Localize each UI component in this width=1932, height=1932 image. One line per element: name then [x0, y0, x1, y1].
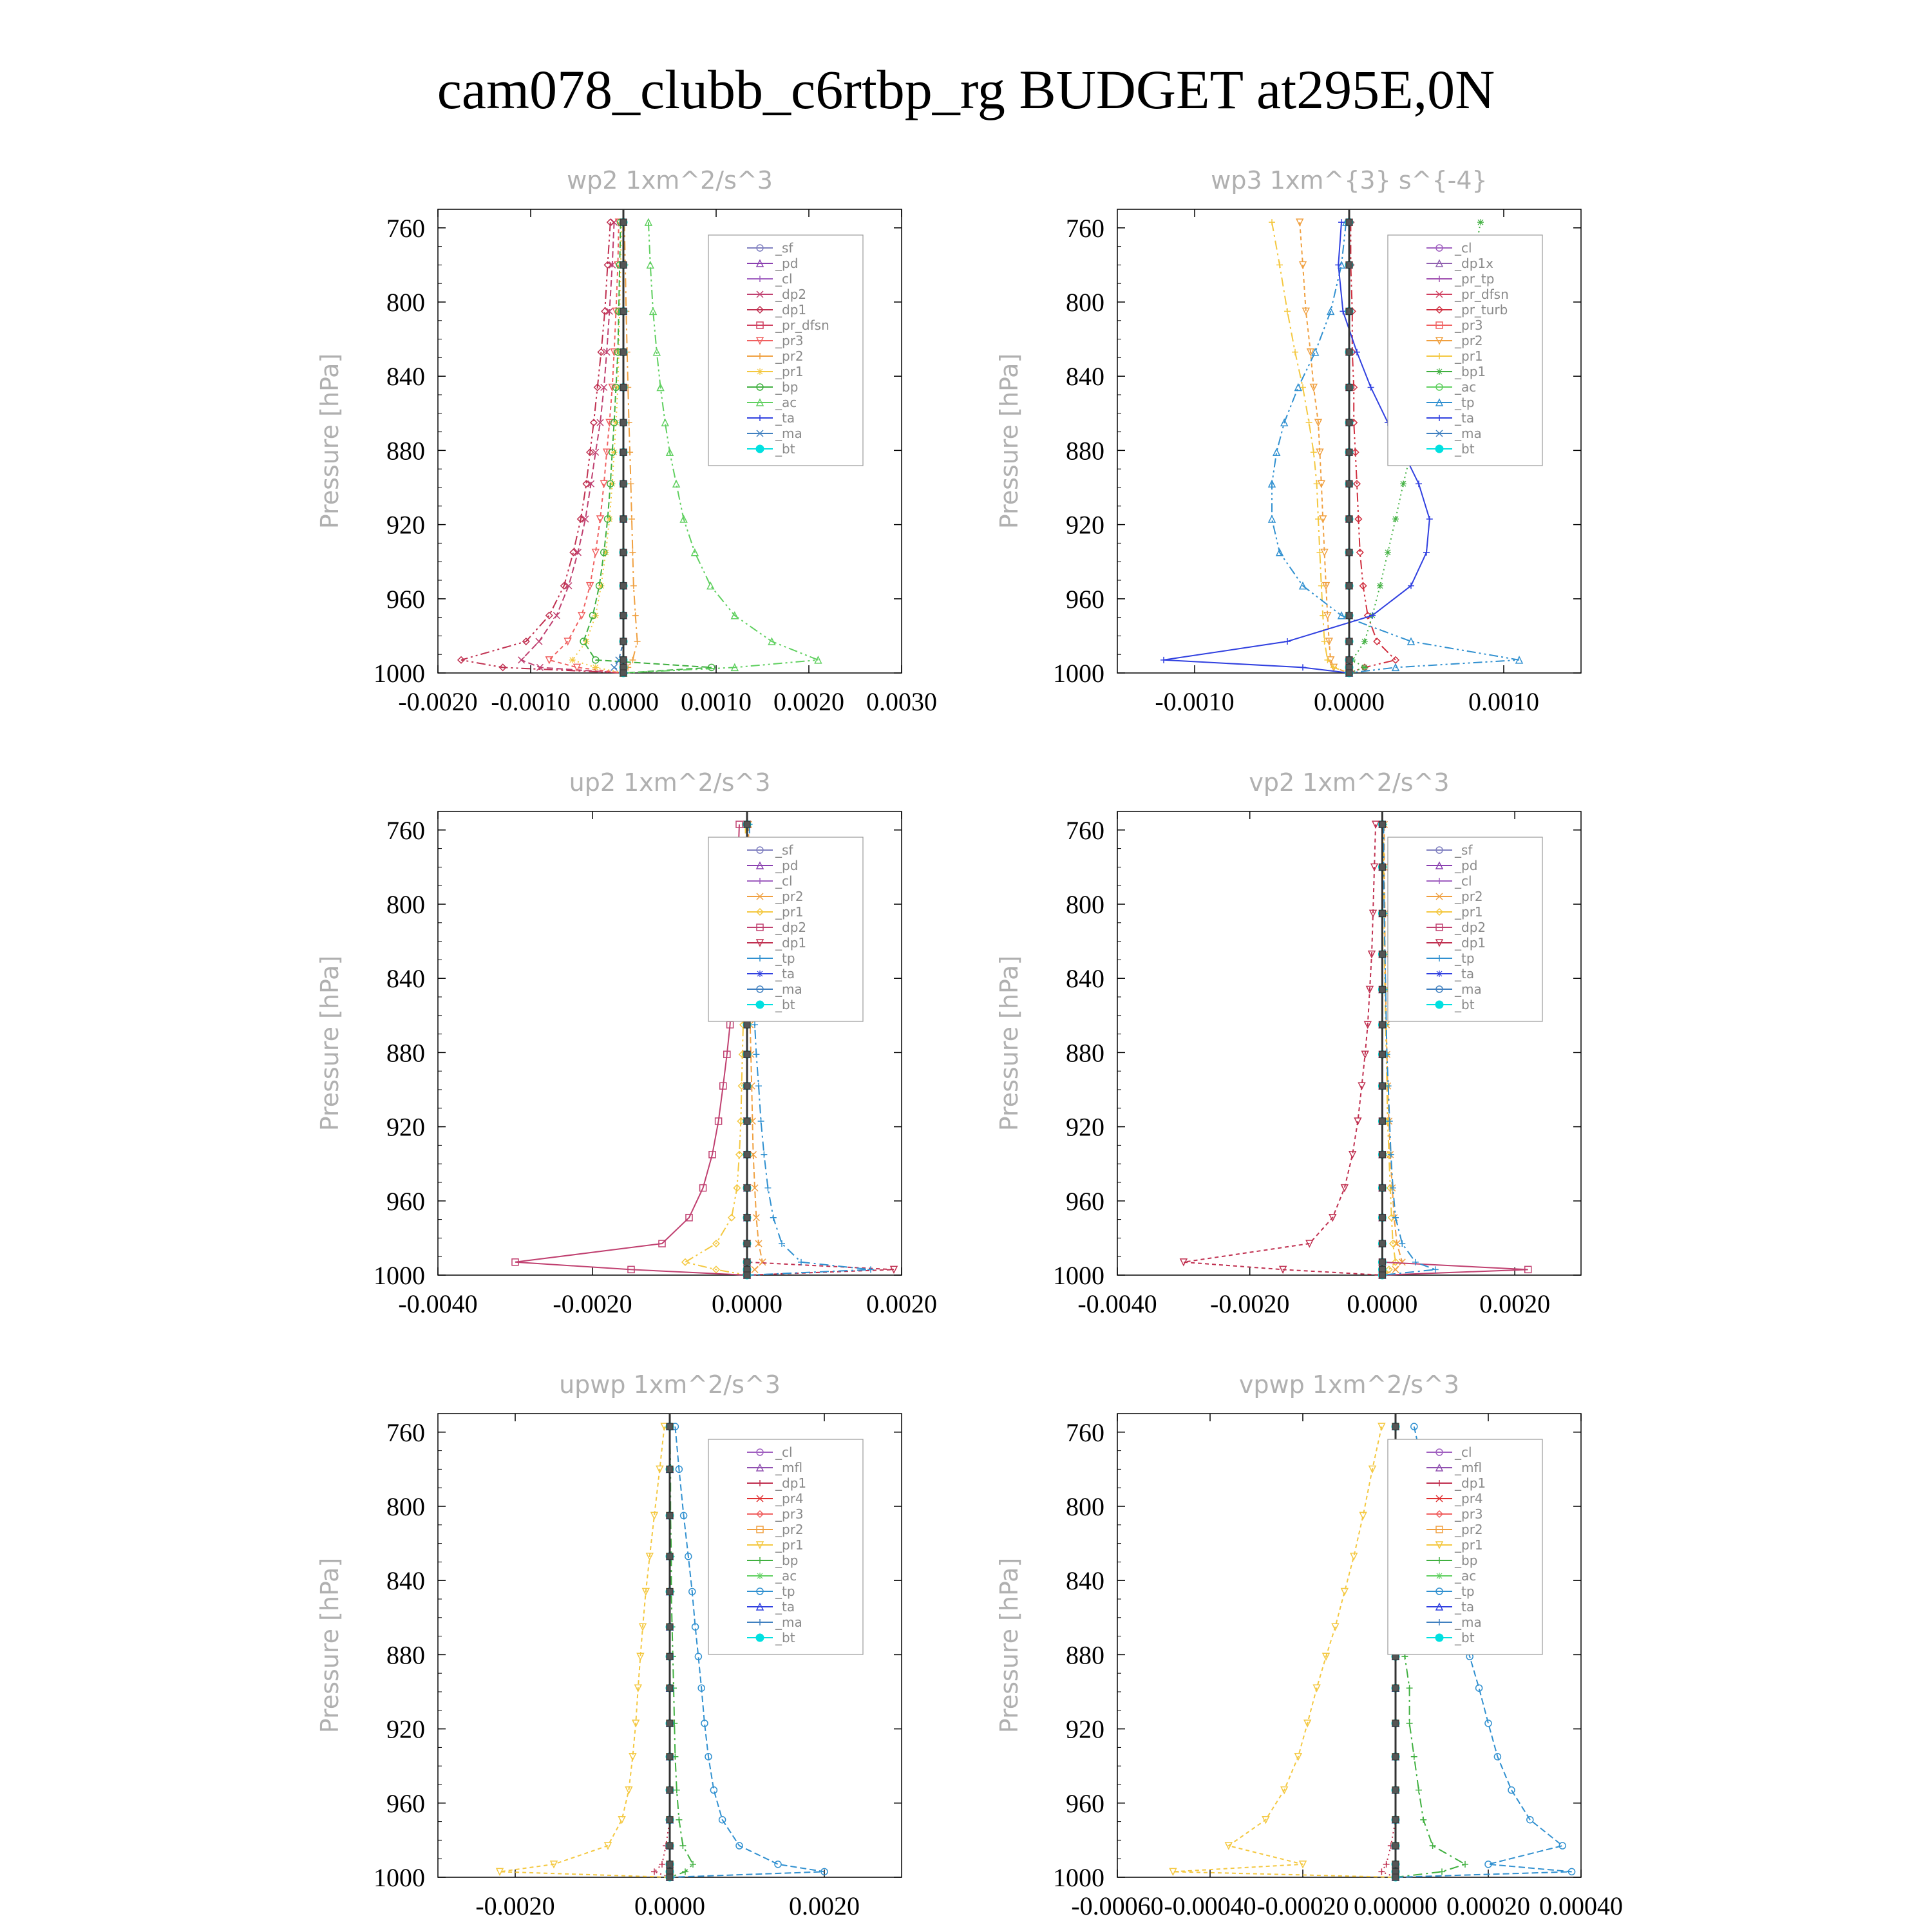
- zero-marker: [1392, 1842, 1399, 1849]
- x-tick-label: -0.0010: [1155, 687, 1235, 716]
- legend-label: _tp: [775, 951, 795, 966]
- y-tick-label: 760: [386, 213, 425, 243]
- y-tick-label: 760: [386, 815, 425, 845]
- legend-label: _bp: [775, 379, 799, 395]
- series-point-bp1: [1361, 638, 1368, 645]
- zero-marker: [1346, 670, 1352, 676]
- zero-marker: [1392, 1754, 1399, 1760]
- zero-marker: [744, 1185, 750, 1191]
- legend-label: _pr4: [775, 1491, 804, 1506]
- zero-marker: [667, 1720, 673, 1727]
- legend-label: _ta: [1455, 1599, 1475, 1615]
- legend-label: _tp: [1455, 951, 1475, 966]
- legend-label: _pd: [1455, 858, 1478, 873]
- x-tick-label: -0.00040: [1164, 1891, 1256, 1920]
- y-tick-label: 960: [1066, 584, 1104, 614]
- legend-marker: [1435, 1634, 1443, 1642]
- zero-marker: [1379, 1083, 1385, 1089]
- zero-marker: [1346, 583, 1352, 589]
- legend-label: _cl: [1455, 1444, 1472, 1460]
- y-tick-label: 960: [386, 1788, 425, 1818]
- zero-marker: [744, 1240, 750, 1247]
- legend-label: _pr_tp: [1455, 271, 1495, 287]
- zero-marker: [1346, 384, 1352, 390]
- legend-label: _tp: [1455, 1584, 1475, 1599]
- x-tick-label: 0.00000: [1354, 1891, 1437, 1920]
- zero-marker: [744, 1272, 750, 1278]
- legend-label: _pr_dfsn: [1455, 287, 1509, 302]
- x-tick-label: 0.0020: [1479, 1289, 1551, 1318]
- legend-label: _pr3: [1455, 1506, 1483, 1522]
- x-tick-label: 0.0010: [1468, 687, 1539, 716]
- y-tick-label: 920: [1066, 1714, 1104, 1744]
- zero-marker: [1379, 1021, 1385, 1028]
- zero-marker: [667, 1787, 673, 1794]
- legend-label: _ac: [775, 1568, 797, 1584]
- x-tick-label: 0.0000: [1314, 687, 1385, 716]
- legend-label: _pr3: [1455, 317, 1483, 333]
- zero-marker: [667, 1754, 673, 1760]
- zero-marker: [667, 1512, 673, 1519]
- legend-label: _sf: [775, 240, 793, 256]
- panel-title: upwp 1xm^2/s^3: [559, 1370, 781, 1399]
- panel-title: wp2 1xm^2/s^3: [567, 166, 773, 194]
- x-tick-label: -0.0020: [398, 687, 478, 716]
- x-tick-label: 0.0030: [866, 687, 937, 716]
- figure-title: cam078_clubb_c6rtbp_rg BUDGET at295E,0N: [437, 59, 1495, 120]
- legend-marker: [1435, 445, 1443, 453]
- x-tick-label: -0.00020: [1256, 1891, 1349, 1920]
- legend-label: _cl: [775, 1444, 793, 1460]
- zero-marker: [620, 480, 627, 487]
- zero-marker: [1392, 1817, 1399, 1823]
- legend-label: _pr_turb: [1455, 302, 1508, 317]
- legend-label: _dp2: [775, 920, 807, 935]
- zero-marker: [1379, 1118, 1385, 1124]
- legend-label: _ta: [1455, 966, 1475, 981]
- legend-label: _bt: [775, 441, 795, 457]
- y-tick-label: 960: [1066, 1186, 1104, 1216]
- y-tick-label: 840: [386, 362, 425, 392]
- zero-marker: [620, 308, 627, 314]
- zero-marker: [1379, 986, 1385, 992]
- zero-marker: [744, 821, 750, 828]
- y-tick-label: 960: [386, 584, 425, 614]
- x-tick-label: -0.0040: [398, 1289, 478, 1318]
- legend-label: _pr2: [1455, 333, 1483, 348]
- legend-label: _bt: [1455, 1630, 1475, 1645]
- legend-label: _bp: [1455, 1553, 1478, 1568]
- zero-marker: [667, 1653, 673, 1660]
- zero-marker: [1392, 1861, 1399, 1868]
- panel-title: up2 1xm^2/s^3: [569, 768, 771, 797]
- zero-marker: [1346, 549, 1352, 556]
- zero-marker: [620, 583, 627, 589]
- legend-marker: [756, 445, 764, 453]
- zero-marker: [620, 657, 627, 663]
- legend-marker: [757, 971, 763, 977]
- x-tick-label: -0.0020: [475, 1891, 555, 1920]
- legend-label: _tp: [1455, 395, 1475, 410]
- zero-marker: [667, 1685, 673, 1691]
- series-point-pr1: [569, 657, 576, 663]
- legend-label: _pr1: [1455, 1537, 1483, 1553]
- y-tick-label: 760: [386, 1417, 425, 1447]
- legend-label: _ma: [775, 981, 802, 997]
- y-tick-label: 880: [1066, 1640, 1104, 1670]
- y-tick-label: 840: [1066, 964, 1104, 994]
- legend-label: _pr2: [1455, 889, 1483, 904]
- y-tick-label: 1000: [374, 1261, 425, 1290]
- y-tick-label: 800: [1066, 288, 1104, 317]
- legend-label: _pr3: [775, 333, 804, 348]
- y-tick-label: 960: [386, 1186, 425, 1216]
- y-tick-label: 760: [1066, 1417, 1104, 1447]
- legend: [708, 837, 863, 1021]
- zero-marker: [1392, 1685, 1399, 1691]
- zero-marker: [1346, 638, 1352, 645]
- legend-label: _pr1: [1455, 904, 1483, 920]
- x-tick-label: 0.0000: [712, 1289, 782, 1318]
- y-tick-label: 880: [1066, 1038, 1104, 1068]
- legend-label: _pr2: [775, 889, 804, 904]
- zero-marker: [1392, 1874, 1399, 1880]
- x-tick-label: 0.0020: [866, 1289, 937, 1318]
- zero-marker: [1392, 1720, 1399, 1727]
- legend-label: _ma: [1455, 981, 1482, 997]
- legend-label: _sf: [1455, 842, 1473, 858]
- zero-marker: [1379, 821, 1385, 828]
- legend-label: _pr1: [775, 364, 804, 379]
- legend-label: _ta: [775, 966, 795, 981]
- x-tick-label: 0.00020: [1446, 1891, 1530, 1920]
- y-tick-label: 1000: [1053, 1863, 1104, 1892]
- zero-marker: [1379, 1151, 1385, 1158]
- zero-marker: [1346, 308, 1352, 314]
- zero-marker: [620, 549, 627, 556]
- zero-marker: [667, 1553, 673, 1560]
- legend-label: _pr1: [775, 904, 804, 920]
- y-tick-label: 840: [386, 964, 425, 994]
- legend-label: _bp1: [1455, 364, 1486, 379]
- y-tick-label: 760: [1066, 213, 1104, 243]
- legend-label: _pr1: [1455, 348, 1483, 364]
- y-tick-label: 1000: [374, 659, 425, 688]
- y-tick-label: 880: [386, 436, 425, 466]
- legend-label: _pd: [775, 256, 799, 271]
- legend-label: _cl: [775, 271, 793, 287]
- legend-label: _bt: [775, 997, 795, 1012]
- legend-label: _ma: [1455, 1615, 1482, 1630]
- legend-marker: [756, 1634, 764, 1642]
- y-tick-label: 880: [1066, 436, 1104, 466]
- zero-marker: [620, 349, 627, 355]
- legend-label: _sf: [775, 842, 793, 858]
- series-point-bp1: [1361, 664, 1368, 670]
- legend-label: _ma: [775, 426, 802, 441]
- zero-marker: [620, 612, 627, 619]
- series-point-bp1: [1377, 583, 1383, 589]
- legend-label: _ma: [1455, 426, 1482, 441]
- legend-marker: [1435, 1001, 1443, 1009]
- legend-label: _ac: [1455, 1568, 1477, 1584]
- x-tick-label: 0.0020: [773, 687, 844, 716]
- zero-marker: [1379, 1240, 1385, 1247]
- x-tick-label: 0.0020: [789, 1891, 860, 1920]
- legend-marker: [757, 368, 763, 375]
- y-axis-label: Pressure [hPa]: [316, 1557, 344, 1734]
- zero-marker: [667, 1842, 673, 1849]
- zero-marker: [1346, 657, 1352, 663]
- x-tick-label: 0.0000: [1347, 1289, 1418, 1318]
- zero-marker: [1379, 1051, 1385, 1057]
- legend-label: _dp1: [775, 1475, 807, 1491]
- zero-marker: [667, 1423, 673, 1430]
- legend-marker: [1436, 1573, 1443, 1579]
- legend: [708, 1439, 863, 1654]
- zero-marker: [1379, 1185, 1385, 1191]
- legend-label: _mfl: [775, 1460, 803, 1475]
- legend-label: _dp2: [1455, 920, 1486, 935]
- zero-marker: [1346, 261, 1352, 268]
- zero-marker: [744, 1151, 750, 1158]
- legend-label: _ta: [775, 1599, 795, 1615]
- zero-marker: [1346, 612, 1352, 619]
- y-tick-label: 840: [386, 1566, 425, 1596]
- y-axis-label: Pressure [hPa]: [995, 955, 1023, 1132]
- legend-label: _pr_dfsn: [775, 317, 829, 333]
- zero-marker: [667, 1874, 673, 1880]
- zero-marker: [1346, 419, 1352, 426]
- zero-marker: [744, 1215, 750, 1221]
- y-tick-label: 800: [386, 288, 425, 317]
- zero-marker: [1379, 910, 1385, 916]
- legend-label: _dp1: [1455, 935, 1486, 951]
- zero-marker: [667, 1588, 673, 1595]
- y-tick-label: 800: [386, 1492, 425, 1521]
- y-tick-label: 880: [386, 1640, 425, 1670]
- zero-marker: [1346, 516, 1352, 522]
- legend: [708, 235, 863, 466]
- y-tick-label: 920: [1066, 1112, 1104, 1142]
- x-tick-label: -0.0010: [491, 687, 571, 716]
- zero-marker: [1379, 951, 1385, 958]
- zero-marker: [744, 1021, 750, 1028]
- y-tick-label: 800: [1066, 1492, 1104, 1521]
- legend-label: _pr1: [775, 1537, 804, 1553]
- y-tick-label: 960: [1066, 1788, 1104, 1818]
- legend-label: _ta: [1455, 410, 1475, 426]
- zero-marker: [620, 670, 627, 676]
- legend-marker: [757, 1573, 763, 1579]
- legend-label: _ta: [775, 410, 795, 426]
- y-tick-label: 920: [386, 1714, 425, 1744]
- zero-marker: [620, 384, 627, 390]
- series-point-bp1: [1400, 480, 1406, 487]
- legend-label: _dp1x: [1455, 256, 1493, 271]
- legend-label: _pr2: [1455, 1522, 1483, 1537]
- zero-marker: [620, 449, 627, 455]
- legend-label: _dp1: [775, 935, 807, 951]
- legend-label: _ma: [775, 1615, 802, 1630]
- zero-marker: [744, 1051, 750, 1057]
- zero-marker: [620, 638, 627, 645]
- zero-marker: [1346, 349, 1352, 355]
- zero-marker: [1346, 219, 1352, 225]
- zero-marker: [1346, 449, 1352, 455]
- zero-marker: [1392, 1423, 1399, 1430]
- zero-marker: [620, 419, 627, 426]
- y-tick-label: 840: [1066, 362, 1104, 392]
- zero-marker: [620, 261, 627, 268]
- legend-label: _ac: [1455, 379, 1477, 395]
- legend-label: _cl: [1455, 873, 1472, 889]
- legend-label: _dp1: [1455, 1475, 1486, 1491]
- panel-title: vpwp 1xm^2/s^3: [1238, 1370, 1460, 1399]
- y-tick-label: 800: [1066, 890, 1104, 919]
- x-tick-label: 0.00040: [1539, 1891, 1623, 1920]
- y-tick-label: 920: [386, 1112, 425, 1142]
- legend: [1388, 235, 1542, 466]
- legend-label: _mfl: [1455, 1460, 1482, 1475]
- zero-marker: [1392, 1787, 1399, 1794]
- zero-marker: [1379, 1259, 1385, 1265]
- legend-label: _cl: [775, 873, 793, 889]
- legend-label: _pr2: [775, 1522, 804, 1537]
- series-point-pr1: [592, 664, 599, 670]
- legend-marker: [756, 1001, 764, 1009]
- legend-marker: [1436, 971, 1443, 977]
- zero-marker: [667, 1861, 673, 1868]
- zero-marker: [667, 1624, 673, 1630]
- y-tick-label: 760: [1066, 815, 1104, 845]
- legend-label: _pr4: [1455, 1491, 1483, 1506]
- legend-label: _bt: [1455, 997, 1475, 1012]
- legend-label: _bt: [1455, 441, 1475, 457]
- zero-marker: [667, 1817, 673, 1823]
- y-axis-label: Pressure [hPa]: [316, 955, 344, 1132]
- y-tick-label: 840: [1066, 1566, 1104, 1596]
- legend-marker: [1436, 368, 1443, 375]
- y-axis-label: Pressure [hPa]: [316, 353, 344, 529]
- panel-title: wp3 1xm^{3} s^{-4}: [1211, 166, 1488, 194]
- y-tick-label: 1000: [1053, 659, 1104, 688]
- x-tick-label: 0.0010: [681, 687, 752, 716]
- zero-marker: [744, 1118, 750, 1124]
- x-tick-label: -0.00060: [1071, 1891, 1164, 1920]
- zero-marker: [1379, 1272, 1385, 1278]
- x-tick-label: -0.0040: [1077, 1289, 1157, 1318]
- legend-label: _pd: [775, 858, 799, 873]
- legend-label: _cl: [1455, 240, 1472, 256]
- y-axis-label: Pressure [hPa]: [995, 353, 1023, 529]
- panel-title: vp2 1xm^2/s^3: [1249, 768, 1450, 797]
- legend-label: _tp: [775, 1584, 795, 1599]
- legend-label: _bp: [775, 1553, 799, 1568]
- legend-label: _ac: [775, 395, 797, 410]
- legend-label: _pr2: [775, 348, 804, 364]
- zero-marker: [620, 219, 627, 225]
- zero-marker: [620, 516, 627, 522]
- series-point-bp1: [1385, 549, 1391, 556]
- legend: [1388, 837, 1542, 1021]
- zero-marker: [744, 1259, 750, 1265]
- legend-label: _dp2: [775, 287, 807, 302]
- y-tick-label: 920: [1066, 510, 1104, 540]
- zero-marker: [1346, 480, 1352, 487]
- y-tick-label: 1000: [1053, 1261, 1104, 1290]
- y-axis-label: Pressure [hPa]: [995, 1557, 1023, 1734]
- x-tick-label: -0.0020: [1210, 1289, 1290, 1318]
- zero-marker: [1379, 1215, 1385, 1221]
- series-point-bp1: [1392, 516, 1399, 522]
- zero-marker: [667, 1466, 673, 1472]
- y-tick-label: 1000: [374, 1863, 425, 1892]
- series-point-bp1: [1477, 219, 1484, 225]
- x-tick-label: -0.0020: [553, 1289, 632, 1318]
- zero-marker: [1379, 864, 1385, 870]
- legend-label: _pr3: [775, 1506, 804, 1522]
- y-tick-label: 880: [386, 1038, 425, 1068]
- y-tick-label: 800: [386, 890, 425, 919]
- legend-label: _bt: [775, 1630, 795, 1645]
- legend: [1388, 1439, 1542, 1654]
- zero-marker: [744, 1083, 750, 1089]
- x-tick-label: 0.0000: [588, 687, 659, 716]
- y-tick-label: 920: [386, 510, 425, 540]
- x-tick-label: 0.0000: [634, 1891, 705, 1920]
- legend-label: _dp1: [775, 302, 807, 317]
